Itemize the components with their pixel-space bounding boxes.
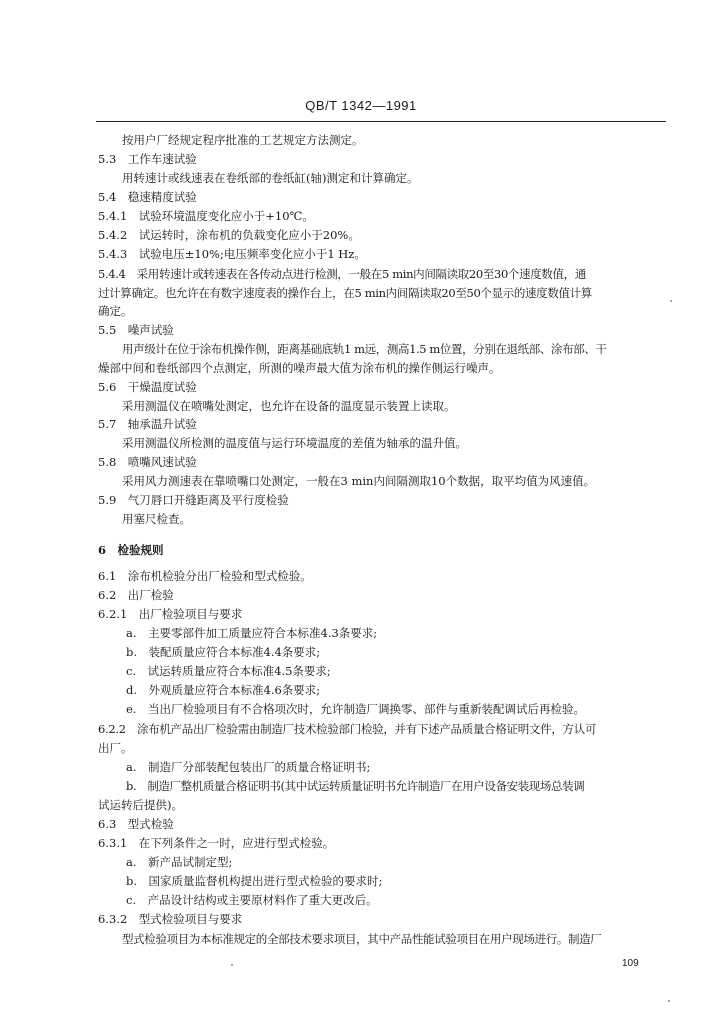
- text-line: 6.2.2 涂布机产品出厂检验需由制造厂技术检验部门检验，并有下述产品质量合格证明文件，方认可: [98, 722, 597, 736]
- section-heading: 5.9 气刀唇口开缝距离及平行度检验: [98, 493, 289, 507]
- list-item: d. 外观质量应符合本标准4.6条要求;: [126, 683, 321, 697]
- list-item: e. 当出厂检验项目有不合格项次时，允许制造厂调换零、部件与重新装配调试后再检验。: [126, 702, 585, 716]
- section-heading: 6.2.1 出厂检验项目与要求: [98, 607, 243, 621]
- section-heading: 6.2 出厂检验: [98, 588, 174, 602]
- section-heading: 5.8 喷嘴风速试验: [98, 455, 197, 469]
- text-line: 5.4.4 采用转速计或转速表在各传动点进行检测，一般在5 min内间隔读取20至30个速度数值，通: [98, 267, 586, 281]
- header-rule: [96, 121, 666, 122]
- list-item: c. 试运转质量应符合本标准4.5条要求;: [126, 664, 331, 678]
- text-line: 5.4.2 试运转时，涂布机的负载变化应小于20%。: [98, 228, 360, 242]
- text-line: 型式检验项目为本标准规定的全部技术要求项目，其中产品性能试验项目在用户现场进行。制造厂: [122, 932, 602, 946]
- text-line: 6.1 涂布机检验分出厂检验和型式检验。: [98, 569, 312, 583]
- text-line: 采用风力测速表在靠喷嘴口处测定，一般在3 min内间隔测取10个数据，取平均值为风速值。: [122, 474, 596, 488]
- text-line: 采用测温仪在喷嘴处测定，也允许在设备的温度显示装置上读取。: [122, 399, 456, 413]
- text-line: 采用测温仪所检测的温度值与运行环境温度的差值为轴承的温升值。: [122, 436, 467, 450]
- list-item: b. 国家质量监督机构提出进行型式检验的要求时;: [126, 874, 383, 888]
- text-line: 用塞尺检查。: [122, 512, 191, 526]
- list-item: a. 主要零部件加工质量应符合本标准4.3条要求;: [126, 626, 378, 640]
- standard-code-header: QB/T 1342—1991: [305, 98, 417, 113]
- scan-speck: [670, 300, 672, 302]
- text-line: 过计算确定。也允许在有数字速度表的操作台上，在5 min内间隔读取20至50个显示的速度数值计算: [98, 286, 592, 300]
- text-line: 6.3.1 在下列条件之一时，应进行型式检验。: [98, 836, 335, 850]
- section-heading: 5.3 工作车速试验: [98, 152, 197, 166]
- list-item: b. 制造厂整机质量合格证明书(其中试运转质量证明书允许制造厂在用户设备安装现场总装调: [126, 779, 585, 793]
- section-heading: 6.3 型式检验: [98, 817, 174, 831]
- section-heading: 5.6 干燥温度试验: [98, 380, 197, 394]
- scan-speck: [668, 1000, 670, 1002]
- section-heading: 5.7 轴承温升试验: [98, 417, 197, 431]
- section-heading: 6.3.2 型式检验项目与要求: [98, 912, 243, 926]
- text-line: 按用户厂经规定程序批准的工艺规定方法测定。: [122, 133, 364, 147]
- list-item: a. 新产品试制定型;: [126, 855, 233, 869]
- text-line: 用声级计在位于涂布机操作侧，距离基础底轨1 m远，测高1.5 m位置，分别在退纸部、涂布部、干: [122, 342, 607, 356]
- section-heading: 5.5 噪声试验: [98, 323, 174, 337]
- list-item: b. 装配质量应符合本标准4.4条要求;: [126, 645, 321, 659]
- list-item: c. 产品设计结构或主要原材料作了重大更改后。: [126, 893, 378, 907]
- text-line: 用转速计或线速表在卷纸部的卷纸缸(轴)测定和计算确定。: [122, 171, 419, 185]
- text-line: 燥部中间和卷纸部四个点测定，所测的噪声最大值为涂布机的操作侧运行噪声。: [98, 361, 501, 375]
- text-line: 出厂。: [98, 741, 133, 755]
- section-heading: 5.4 稳速精度试验: [98, 190, 197, 204]
- text-line: 确定。: [98, 304, 133, 318]
- text-line: 5.4.3 试验电压±10%;电压频率变化应小于1 Hz。: [98, 247, 366, 261]
- text-line: 5.4.1 试验环境温度变化应小于+10℃。: [98, 209, 314, 223]
- list-item: a. 制造厂分部装配包装出厂的质量合格证明书;: [126, 760, 371, 774]
- text-line: 试运转后提供)。: [98, 798, 183, 812]
- scan-speck: [231, 964, 233, 966]
- chapter-heading: 6 检验规则: [98, 543, 164, 557]
- page-number: 109: [622, 958, 639, 969]
